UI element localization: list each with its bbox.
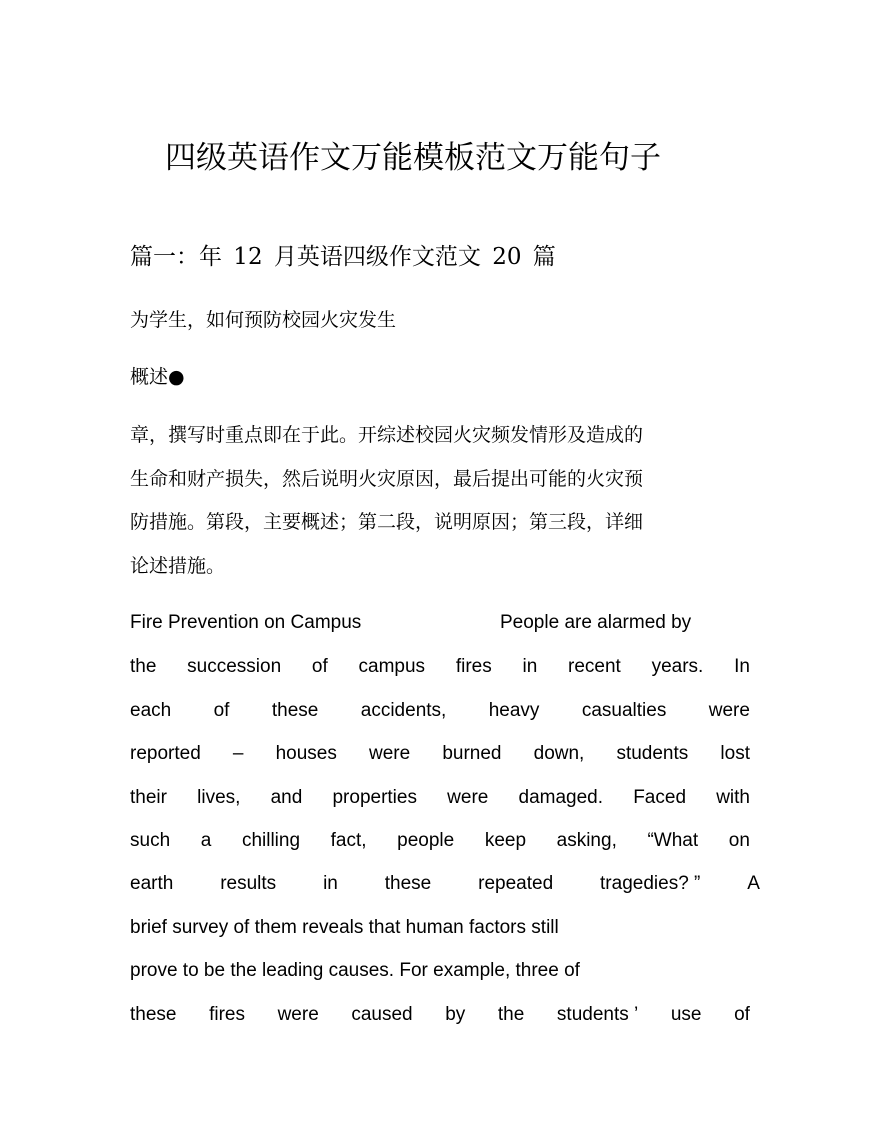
essay-word: use — [670, 1004, 702, 1025]
essay-word: people — [397, 830, 455, 851]
overview-line: 论述措施。 — [130, 555, 226, 577]
essay-word: students — [616, 743, 689, 764]
essay-word: – — [232, 743, 244, 764]
essay-line — [130, 698, 750, 724]
essay-line — [130, 828, 750, 854]
essay-word: fact, — [330, 830, 367, 851]
essay-word: these — [271, 700, 319, 721]
essay-line — [130, 785, 750, 811]
essay-plain-line: brief survey of them reveals that human factors still — [130, 917, 559, 938]
essay-last-line — [130, 1002, 750, 1028]
essay-word: keep — [484, 830, 527, 851]
essay-word: of — [311, 656, 328, 677]
essay-word: repeated — [478, 873, 554, 894]
essay-word: results — [220, 873, 277, 894]
essay-word: casualties — [581, 700, 667, 721]
topic-line: 为学生，如何预防校园火灾发生 — [130, 309, 397, 331]
essay-word: asking, — [556, 830, 617, 851]
essay-line — [130, 741, 750, 767]
essay-word: heavy — [488, 700, 540, 721]
essay-word: caused — [351, 1004, 413, 1025]
essay-word: lost — [720, 743, 750, 764]
essay-word: by — [445, 1004, 466, 1025]
overview-line: 章，撰写时重点即在于此。开综述校园火灾频发情形及造成的 — [130, 424, 644, 446]
essay-word: students ’ — [556, 1004, 639, 1025]
essay-word: tragedies? ” — [600, 873, 701, 894]
essay-word: fires — [209, 1004, 245, 1025]
essay-word: “What — [647, 830, 699, 851]
essay-word: a — [200, 830, 212, 851]
section-heading: 篇一：年 12 月英语四级作文范文 20 篇 — [130, 244, 556, 270]
essay-word: In — [734, 656, 750, 677]
overview-line: 防措施。第段，主要概述；第二段，说明原因；第三段，详细 — [130, 511, 644, 533]
essay-word: their — [130, 787, 167, 808]
essay-word: accidents, — [360, 700, 447, 721]
essay-word: each — [130, 700, 172, 721]
essay-line — [130, 654, 750, 680]
essay-word: in — [522, 656, 538, 677]
essay-word: recent — [568, 656, 621, 677]
essay-word: these — [384, 873, 432, 894]
essay-word: were — [277, 1004, 319, 1025]
essay-line — [130, 871, 760, 897]
essay-word: Faced — [633, 787, 687, 808]
essay-title: Fire Prevention on Campus — [130, 612, 362, 633]
essay-word: reported — [130, 743, 201, 764]
essay-word: were — [447, 787, 489, 808]
essay-plain-line: prove to be the leading causes. For example, three of — [130, 960, 580, 981]
essay-word: chilling — [241, 830, 301, 851]
essay-word: A — [747, 873, 760, 894]
essay-word: with — [716, 787, 750, 808]
essay-word: the — [130, 656, 157, 677]
essay-word: on — [728, 830, 750, 851]
essay-word: damaged. — [518, 787, 604, 808]
overview-line: 生命和财产损失，然后说明火灾原因，最后提出可能的火灾预 — [130, 468, 644, 490]
essay-word: in — [323, 873, 338, 894]
essay-word: campus — [358, 656, 426, 677]
essay-word: succession — [187, 656, 282, 677]
essay-word: these — [130, 1004, 177, 1025]
essay-word: years. — [651, 656, 704, 677]
essay-word: of — [213, 700, 230, 721]
document-title: 四级英语作文万能模板范文万能句子 — [165, 140, 661, 176]
essay-word: of — [734, 1004, 750, 1025]
essay-word: burned — [442, 743, 502, 764]
essay-word: were — [369, 743, 411, 764]
overview-label: 概述● — [130, 366, 185, 388]
essay-first-words: People are alarmed by — [500, 612, 692, 633]
essay-word: properties — [332, 787, 417, 808]
essay-word: were — [708, 700, 750, 721]
essay-word: houses — [275, 743, 337, 764]
essay-word: fires — [455, 656, 492, 677]
essay-word: earth — [130, 873, 174, 894]
essay-word: down, — [533, 743, 585, 764]
essay-word: the — [497, 1004, 525, 1025]
essay-word: such — [130, 830, 171, 851]
essay-word: lives, — [197, 787, 241, 808]
essay-word: and — [270, 787, 303, 808]
